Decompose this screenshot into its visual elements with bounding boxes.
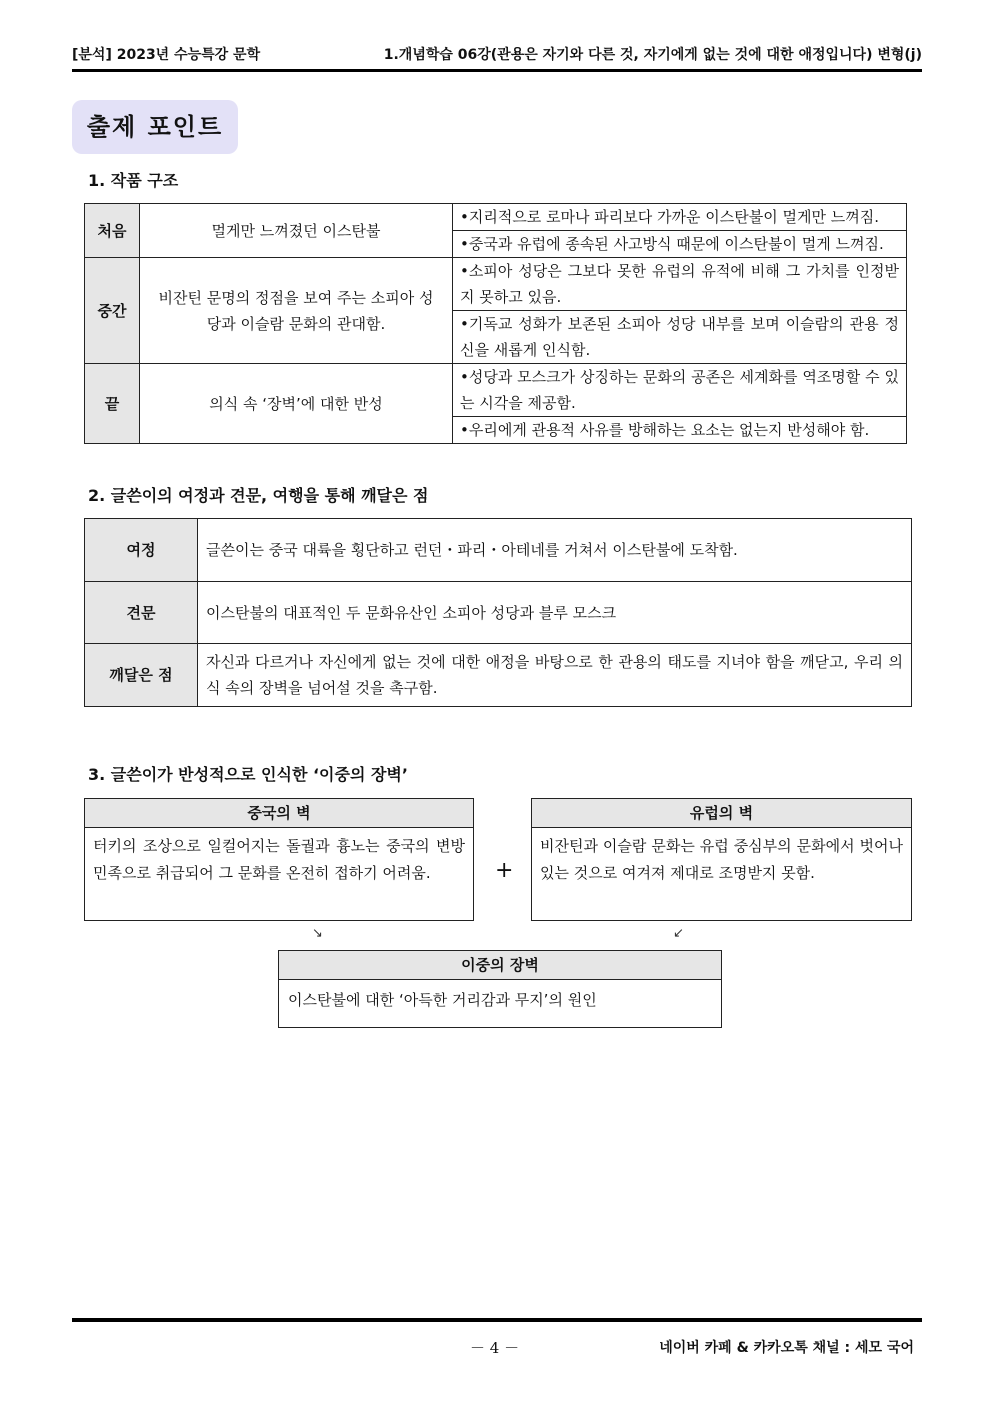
- table-row: [85, 644, 912, 707]
- row-value: 글쓴이는 중국 대륙을 횡단하고 런던・파리・아테네를 거쳐서 이스탄불에 도착함.: [198, 519, 912, 582]
- row-label: 중간: [85, 258, 140, 364]
- plus-sign: +: [495, 858, 514, 883]
- row-summary: 의식 속 ‘장벽’에 대한 반성: [140, 364, 453, 444]
- header-left: [분석] 2023년 수능특강 문학: [72, 47, 261, 63]
- box-title: 중국의 벽: [85, 799, 473, 828]
- row-summary: 멀게만 느껴졌던 이스탄불: [140, 204, 453, 258]
- row-point: •소피아 성당은 그보다 못한 유럽의 유적에 비해 그 가치를 인정받지 못하고 있음.: [453, 258, 907, 311]
- row-point: •중국과 유럽에 종속된 사고방식 때문에 이스탄불이 멀게 느껴짐.: [453, 231, 907, 258]
- europe-wall-box: [531, 798, 912, 921]
- table-row: [85, 364, 907, 417]
- row-label: 깨달은 점: [85, 644, 198, 707]
- table-row: [85, 258, 907, 311]
- section-badge: 출제 포인트: [72, 100, 238, 154]
- row-label: 처음: [85, 204, 140, 258]
- row-summary: 비잔틴 문명의 정점을 보여 주는 소피아 성당과 이슬람 문화의 관대함.: [140, 258, 453, 364]
- box-body: 비잔틴과 이슬람 문화는 유럽 중심부의 문화에서 벗어나 있는 것으로 여겨져 제대로 조명받지 못함.: [540, 837, 903, 882]
- footer-divider: [72, 1318, 922, 1322]
- row-label: 견문: [85, 582, 198, 644]
- row-point: •기독교 성화가 보존된 소피아 성당 내부를 보며 이슬람의 관용 정신을 새롭게 인식함.: [453, 311, 907, 364]
- table-row: [85, 519, 912, 582]
- page-number: － 4 －: [470, 1339, 520, 1357]
- double-wall-box: [278, 950, 722, 1028]
- row-point: •지리적으로 로마나 파리보다 가까운 이스탄불이 멀게만 느껴짐.: [453, 204, 907, 231]
- header-right: 1.개념학습 06강(관용은 자기와 다른 것, 자기에게 없는 것에 대한 애정입니다) 변형(j): [383, 47, 922, 63]
- row-value: 자신과 다르거나 자신에게 없는 것에 대한 애정을 바탕으로 한 관용의 태도를 지녀야 함을 깨닫고, 우리 의식 속의 장벽을 넘어설 것을 촉구함.: [198, 644, 912, 707]
- row-label: 끝: [85, 364, 140, 444]
- header-divider: [72, 69, 922, 72]
- china-wall-box: [84, 798, 474, 921]
- table-row: [85, 582, 912, 644]
- section2-title: 2. 글쓴이의 여정과 견문, 여행을 통해 깨달은 점: [88, 486, 429, 505]
- row-label: 여정: [85, 519, 198, 582]
- box-body: 이스탄불에 대한 ‘아득한 거리감과 무지’의 원인: [288, 991, 597, 1009]
- box-title: 이중의 장벽: [279, 951, 721, 980]
- row-value: 이스탄불의 대표적인 두 문화유산인 소피아 성당과 블루 모스크: [198, 582, 912, 644]
- table-row: [85, 204, 907, 231]
- arrow-down-left-icon: ↙: [673, 926, 684, 941]
- journey-table: [84, 518, 912, 707]
- box-title: 유럽의 벽: [532, 799, 911, 828]
- box-body: 터키의 조상으로 일컬어지는 돌궐과 흉노는 중국의 변방 민족으로 취급되어 그 문화를 온전히 접하기 어려움.: [93, 837, 465, 882]
- row-point: •우리에게 관용적 사유를 방해하는 요소는 없는지 반성해야 함.: [453, 417, 907, 444]
- structure-table: [84, 203, 907, 444]
- page-header: [72, 44, 922, 64]
- section1-title: 1. 작품 구조: [88, 171, 179, 190]
- row-point: •성당과 모스크가 상징하는 문화의 공존은 세계화를 역조명할 수 있는 시각을 제공함.: [453, 364, 907, 417]
- arrow-down-right-icon: ↘: [312, 926, 323, 941]
- footer-credit: 네이버 카페 & 카카오톡 채널 : 세모 국어: [659, 1340, 914, 1356]
- section3-title: 3. 글쓴이가 반성적으로 인식한 ‘이중의 장벽’: [88, 765, 408, 784]
